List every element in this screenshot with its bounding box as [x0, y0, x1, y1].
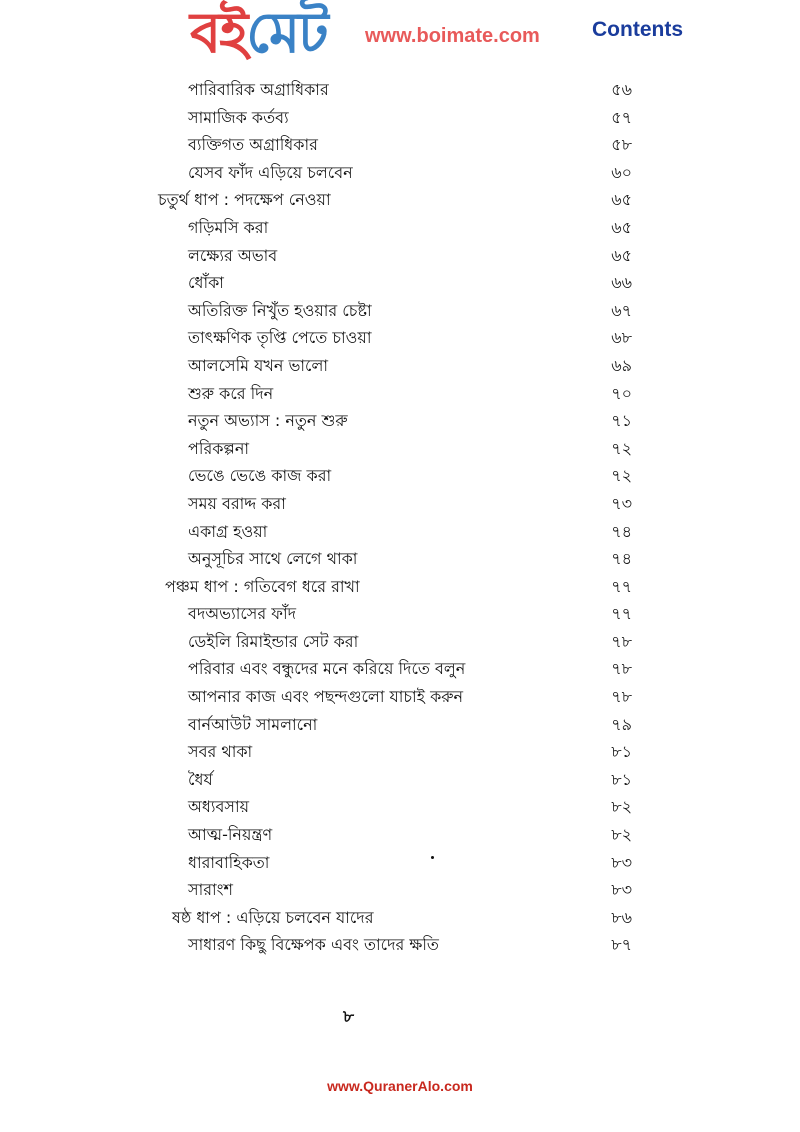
- toc-entry-title: পারিবারিক অগ্রাধিকার: [188, 80, 329, 99]
- toc-entry-title: ধৈর্য: [188, 769, 213, 789]
- toc-entry-title: পরিবার এবং বন্ধুদের মনে করিয়ে দিতে বলুন: [188, 659, 466, 679]
- toc-entry-title: অতিরিক্ত নিখুঁত হওয়ার চেষ্টা: [188, 300, 372, 320]
- toc-entry-title: ব্যক্তিগত অগ্রাধিকার: [188, 135, 318, 155]
- toc-entry-row: [0, 738, 800, 766]
- toc-entry-title: শুরু করে দিন: [188, 383, 274, 403]
- toc-entry-page: ৮৩: [611, 852, 632, 872]
- toc-entry-page: ৬৫: [611, 190, 632, 210]
- toc-entry-row: [0, 766, 800, 794]
- toc-entry-page: ৬৫: [611, 217, 632, 237]
- toc-entry-title: যেসব ফাঁদ এড়িয়ে চলবেন: [188, 162, 353, 182]
- toc-chapter-row: [0, 904, 800, 932]
- toc-entry-title: সবর থাকা: [188, 742, 253, 762]
- toc-entry-row: [0, 849, 800, 877]
- toc-entry-page: ৬৭: [611, 300, 632, 320]
- toc-entry-title: চতুর্থ ধাপ : পদক্ষেপ নেওয়া: [158, 190, 331, 210]
- toc-entry-row: [0, 931, 800, 959]
- toc-entry-page: ৭০: [611, 383, 632, 403]
- toc-entry-row: [0, 490, 800, 518]
- toc-entry-title: ভেঙে ভেঙে কাজ করা: [188, 466, 332, 486]
- toc-entry-title: গড়িমসি করা: [188, 217, 269, 237]
- toc-entry-page: ৭৭: [611, 576, 632, 596]
- toc-entry-row: [0, 518, 800, 546]
- toc-entry-title: বার্নআউট সামলানো: [188, 714, 318, 734]
- toc-entry-title: অনুসূচির সাথে লেগে থাকা: [188, 549, 358, 569]
- toc-entry-row: [0, 76, 800, 104]
- toc-entry-title: পরিকল্পনা: [188, 438, 250, 458]
- toc-entry-page: ৬৫: [611, 245, 632, 265]
- toc-entry-title: বদঅভ্যাসের ফাঁদ: [188, 604, 296, 624]
- toc-entry-page: ৭৪: [611, 549, 632, 569]
- toc-entry-title: একাগ্র হওয়া: [188, 521, 268, 541]
- toc-entry-row: [0, 821, 800, 849]
- toc-entry-row: [0, 104, 800, 132]
- toc-entry-page: ৭১: [611, 411, 632, 431]
- toc-entry-page: ৫৭: [611, 107, 632, 127]
- toc-entry-page: ৬৯: [611, 355, 632, 375]
- toc-entry-title: তাৎক্ষণিক তৃপ্তি পেতে চাওয়া: [188, 328, 372, 348]
- watermark-logo-accent: মেট: [246, 1, 327, 66]
- toc-entry-row: [0, 242, 800, 270]
- toc-entry-page: ৭৪: [611, 521, 632, 541]
- toc-entry-page: ৭৮: [611, 631, 632, 651]
- toc-entry-row: [0, 545, 800, 573]
- toc-entry-page: ৭৮: [611, 659, 632, 679]
- toc-entry-page: ৭২: [611, 466, 632, 486]
- toc-entry-row: [0, 435, 800, 463]
- footer-url[interactable]: www.QuranerAlo.com: [327, 1078, 473, 1094]
- toc-entry-page: ৫৮: [611, 135, 632, 155]
- toc-entry-page: ৫৬: [611, 80, 632, 99]
- toc-entry-row: [0, 352, 800, 380]
- toc-entry-row: [0, 793, 800, 821]
- toc-entry-page: ৮২: [611, 797, 632, 817]
- toc-entry-page: ৮১: [611, 769, 632, 789]
- toc-entry-row: [0, 655, 800, 683]
- page-header-title: Contents: [592, 18, 683, 41]
- toc-entry-page: ৭২: [611, 438, 632, 458]
- toc-entry-page: ৭৩: [611, 493, 632, 513]
- page-number: ৮: [343, 1007, 355, 1027]
- toc-entry-title: ধারাবাহিকতা: [188, 852, 270, 872]
- toc-entry-page: ৬৮: [611, 328, 632, 348]
- toc-entry-title: সাধারণ কিছু বিক্ষেপক এবং তাদের ক্ষতি: [188, 935, 439, 955]
- toc-entry-row: [0, 462, 800, 490]
- toc-entry-row: [0, 683, 800, 711]
- toc-entry-page: ৮৭: [611, 935, 632, 955]
- toc-chapter-row: [0, 186, 800, 214]
- watermark-url: www.boimate.com: [365, 25, 540, 47]
- toc-entry-title: অধ্যবসায়: [188, 797, 250, 817]
- toc-entry-row: [0, 214, 800, 242]
- toc-entry-title: সময় বরাদ্দ করা: [188, 493, 286, 513]
- toc-entry-row: [0, 711, 800, 739]
- toc-entry-page: ৮৬: [611, 907, 632, 927]
- toc-entry-title: পঞ্চম ধাপ : গতিবেগ ধরে রাখা: [165, 576, 360, 596]
- toc-entry-title: নতুন অভ্যাস : নতুন শুরু: [188, 411, 348, 431]
- ink-speck: [431, 856, 434, 859]
- toc-entry-row: [0, 628, 800, 656]
- toc-entry-title: ধোঁকা: [188, 273, 224, 293]
- toc-entry-page: ৭৯: [611, 714, 632, 734]
- toc-entry-row: [0, 131, 800, 159]
- toc-entry-row: [0, 600, 800, 628]
- toc-entry-page: ৮২: [611, 825, 632, 845]
- watermark-logo: [190, 2, 327, 66]
- toc-entry-page: ৮৩: [611, 880, 632, 900]
- watermark-logo-main: বই: [190, 1, 247, 66]
- toc-entry-row: [0, 324, 800, 352]
- toc-entry-row: [0, 380, 800, 408]
- toc-entry-title: সামাজিক কর্তব্য: [188, 107, 289, 127]
- toc-entry-page: ৭৭: [611, 604, 632, 624]
- toc-entry-row: [0, 159, 800, 187]
- toc-entry-row: [0, 297, 800, 325]
- toc-entry-page: ৮১: [611, 742, 632, 762]
- toc-entry-title: আত্ম-নিয়ন্ত্রণ: [188, 825, 273, 845]
- toc-chapter-row: [0, 573, 800, 601]
- toc-entry-page: ৭৮: [611, 687, 632, 707]
- toc-entry-row: [0, 876, 800, 904]
- toc-entry-title: সারাংশ: [188, 880, 234, 900]
- toc-entry-title: ষষ্ঠ ধাপ : এড়িয়ে চলবেন যাদের: [172, 907, 374, 927]
- table-of-contents: [0, 76, 800, 959]
- toc-entry-title: আলসেমি যখন ভালো: [188, 355, 329, 375]
- toc-entry-page: ৬০: [611, 162, 632, 182]
- toc-entry-page: ৬৬: [611, 273, 632, 293]
- toc-entry-title: লক্ষ্যের অভাব: [188, 245, 278, 265]
- toc-entry-row: [0, 407, 800, 435]
- toc-entry-row: [0, 269, 800, 297]
- toc-entry-title: ডেইলি রিমাইন্ডার সেট করা: [188, 631, 359, 651]
- toc-entry-title: আপনার কাজ এবং পছন্দগুলো যাচাই করুন: [188, 687, 464, 707]
